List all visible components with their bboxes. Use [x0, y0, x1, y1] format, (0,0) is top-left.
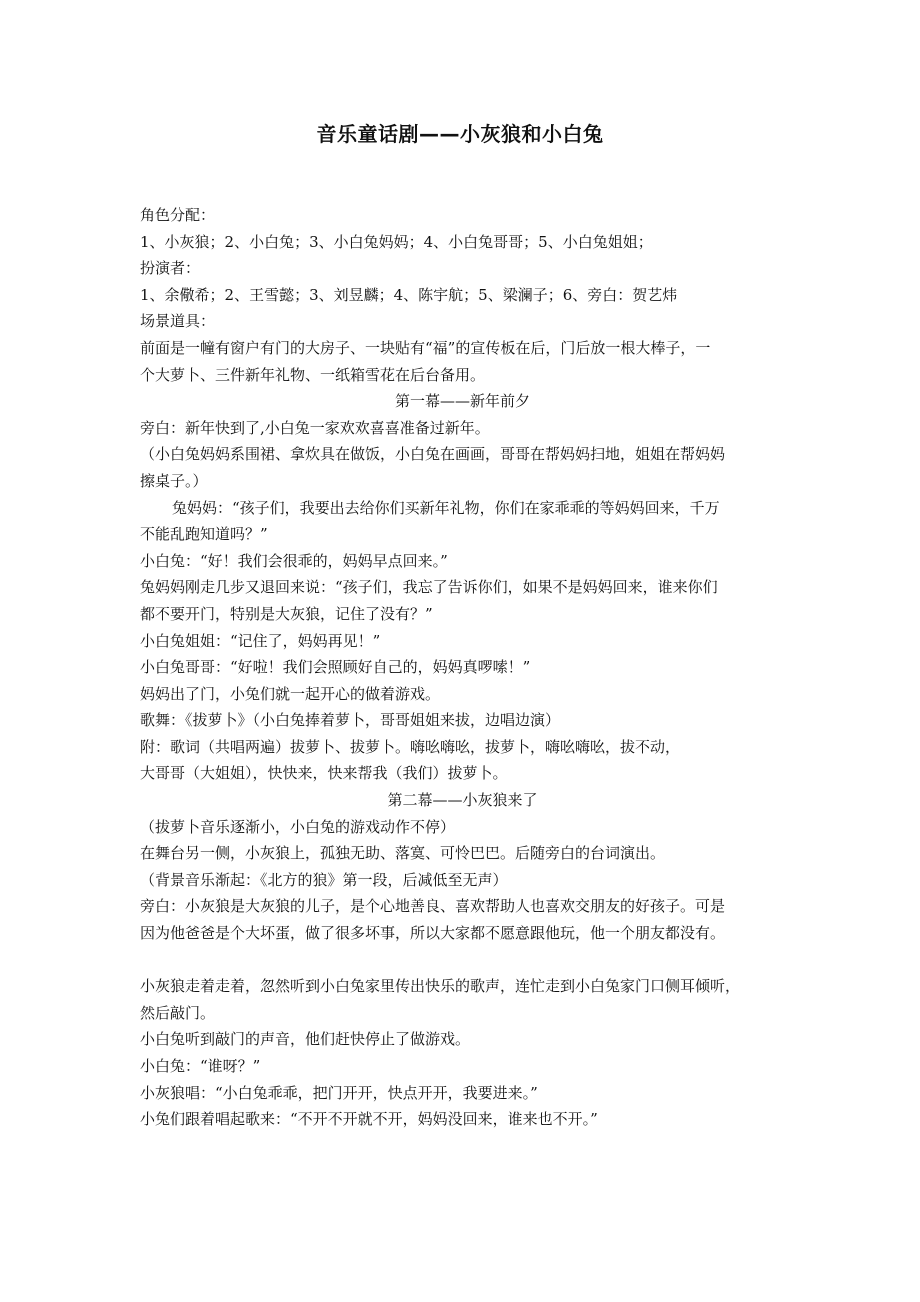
text-line: 前面是一幢有窗户有门的大房子、一块贴有“福”的宣传板在后，门后放一根大棒子，一 — [140, 338, 711, 357]
text-line: 小白兔：“好！我们会很乖的，妈妈早点回来。” — [140, 551, 448, 570]
text-line: 妈妈出了门，小兔们就一起开心的做着游戏。 — [140, 684, 441, 703]
text-line: 角色分配： — [140, 206, 216, 224]
text-line: 场景道具： — [140, 312, 216, 331]
scene-heading: 第一幕——新年前夕 — [394, 392, 530, 411]
text-line: （背景音乐渐起：《北方的狼》第一段，后减低至无声） — [140, 870, 508, 889]
text-line: （小白兔妈妈系围裙、拿炊具在做饭，小白兔在画画，哥哥在帮妈妈扫地，姐姐在帮妈妈 — [140, 445, 726, 464]
scene-heading: 第二幕——小灰狼来了 — [387, 791, 538, 810]
text-line: 扮演者： — [140, 259, 201, 278]
text-line: 小灰狼唱：“小白兔乖乖，把门开开，快点开开，我要进来。” — [140, 1083, 538, 1102]
blank-line — [140, 947, 785, 974]
text-line: 小灰狼走着走着，忽然听到小白兔家里传出快乐的歌声，连忙走到小白兔家门口侧耳倾听， — [140, 977, 741, 996]
text-line: 擦桌子。） — [140, 471, 208, 490]
text-line: 旁白：新年快到了,小白兔一家欢欢喜喜准备过新年。 — [140, 418, 490, 437]
document-title: 音乐童话剧——小灰狼和小白兔 — [316, 122, 604, 146]
text-line: 1、小灰狼；2、小白兔；3、小白兔妈妈；4、小白兔哥哥；5、小白兔姐姐； — [140, 232, 653, 251]
text-line: 小白兔：“谁呀？” — [140, 1057, 261, 1075]
text-line: （拔萝卜音乐逐渐小，小白兔的游戏动作不停） — [140, 817, 456, 836]
text-line: 因为他爸爸是个大坏蛋，做了很多坏事，所以大家都不愿意跟他玩，他一个朋友都没有。 — [140, 924, 726, 943]
text-line: 兔妈妈刚走几步又退回来说：“孩子们，我忘了告诉你们，如果不是妈妈回来，谁来你们 — [140, 578, 718, 597]
text-line: 在舞台另一侧，小灰狼上，孤独无助、落寞、可怜巴巴。后随旁白的台词演出。 — [140, 844, 666, 863]
text-line: 然后敲门。 — [140, 1003, 216, 1022]
text-line: 小白兔听到敲门的声音，他们赶快停止了做游戏。 — [140, 1030, 471, 1049]
text-line: 大哥哥（大姐姐），快快来，快来帮我（我们）拔萝卜。 — [140, 764, 508, 783]
text-line: 歌舞：《拔萝卜》（小白兔捧着萝卜，哥哥姐姐来拔，边唱边演） — [140, 711, 561, 730]
text-line: 个大萝卜、三件新年礼物、一纸箱雪花在后台备用。 — [140, 365, 486, 384]
text-line: 附：歌词（共唱两遍）拔萝卜、拔萝卜。嗨吆嗨吆，拔萝卜，嗨吆嗨吆，拔不动， — [140, 737, 681, 756]
text-line: 不能乱跑知道吗？” — [140, 525, 268, 544]
text-line: 都不要开门，特别是大灰狼，记住了没有？” — [140, 604, 433, 623]
text-line: 1、余儆希；2、王雪懿；3、刘昱麟；4、陈宇航；5、梁澜子；6、旁白：贺艺炜 — [140, 285, 678, 304]
text-line: 兔妈妈：“孩子们，我要出去给你们买新年礼物，你们在家乖乖的等妈妈回来，千万 — [172, 498, 720, 517]
text-line: 小兔们跟着唱起歌来：“不开不开就不开，妈妈没回来，谁来也不开。” — [140, 1110, 598, 1129]
text-line: 小白兔哥哥：“好啦！我们会照顾好自己的，妈妈真啰嗦！” — [140, 658, 531, 677]
text-line: 小白兔姐姐：“记住了，妈妈再见！” — [140, 631, 381, 650]
document-body — [140, 202, 785, 1133]
text-line: 旁白：小灰狼是大灰狼的儿子，是个心地善良、喜欢帮助人也喜欢交朋友的好孩子。可是 — [140, 897, 726, 916]
